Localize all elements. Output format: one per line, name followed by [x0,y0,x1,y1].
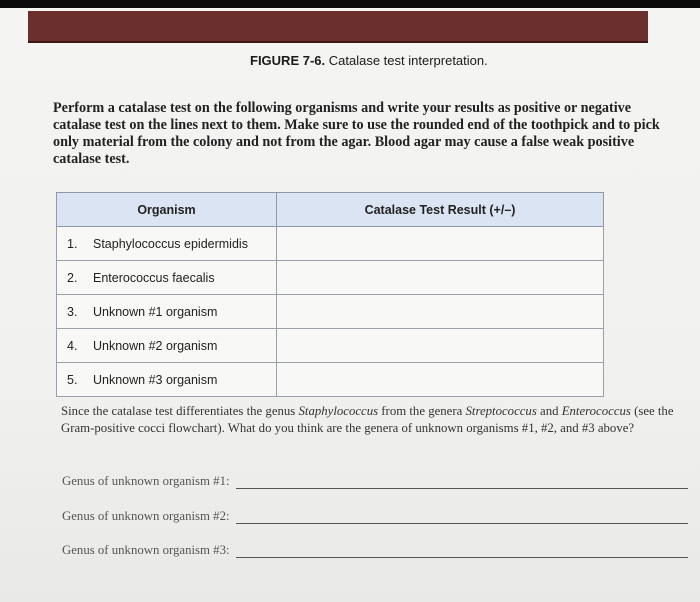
table-row [57,329,604,363]
organism-cell [57,227,277,261]
figure-caption [250,53,488,68]
organism-cell [57,363,277,397]
organism-name: Unknown #2 organism [93,338,218,353]
genus-name: Streptococcus [465,404,537,418]
result-input-cell[interactable] [277,363,604,397]
genus-answer-line-2 [62,506,688,524]
organism-cell [57,261,277,295]
row-number: 4. [67,338,78,353]
instructions-paragraph: Perform a catalase test on the following organisms and write your results as positive or negative catalase test on the lines next to them. Make sure to use the rounded end of the toothpick and to pick only material from the colony and not from the agar. Blood agar may cause a false weak positive catalase test. [53,100,660,167]
header-banner [28,11,648,43]
answer-blank[interactable] [236,545,688,558]
top-edge [0,0,700,8]
question-paragraph [61,403,687,437]
question-text: from the genera [378,404,466,418]
table-row [57,363,604,397]
organism-cell [57,329,277,363]
genus-name: Enterococcus [561,404,631,418]
header-result: Catalase Test Result (+/–) [277,193,604,227]
genus-answer-line-1 [62,471,688,489]
row-number: 3. [67,304,78,319]
genus-prompt: Genus of unknown organism #3: [62,543,230,557]
answer-blank[interactable] [236,511,688,524]
organism-name: Unknown #1 organism [93,304,218,319]
result-input-cell[interactable] [277,227,604,261]
question-text: and [536,404,562,418]
table-row [57,227,604,261]
organism-name: Staphylococcus epidermidis [93,236,248,251]
genus-answer-line-3 [62,540,688,558]
row-number: 1. [67,236,78,251]
organism-name: Unknown #3 organism [93,372,218,387]
genus-prompt: Genus of unknown organism #2: [62,509,230,523]
result-input-cell[interactable] [277,261,604,295]
organism-cell [57,295,277,329]
result-input-cell[interactable] [277,329,604,363]
row-number: 5. [67,372,78,387]
genus-name: Staphylococcus [298,404,379,418]
header-organism: Organism [57,193,277,227]
figure-label: FIGURE 7-6. [250,53,326,68]
figure-title: Catalase test interpretation. [328,53,488,68]
result-input-cell[interactable] [277,295,604,329]
question-text: (see the Gram-positive cocci flowchart). What do you think are the genera of unknown organisms #1, #2, and #3 above? [61,404,674,435]
organism-name: Enterococcus faecalis [93,270,215,285]
table-header-row [57,193,604,227]
catalase-table [56,192,604,397]
table-row [57,295,604,329]
row-number: 2. [67,270,78,285]
table-row [57,261,604,295]
answer-blank[interactable] [236,476,688,489]
genus-prompt: Genus of unknown organism #1: [62,474,230,488]
question-text: Since the catalase test differentiates the genus [61,404,299,418]
